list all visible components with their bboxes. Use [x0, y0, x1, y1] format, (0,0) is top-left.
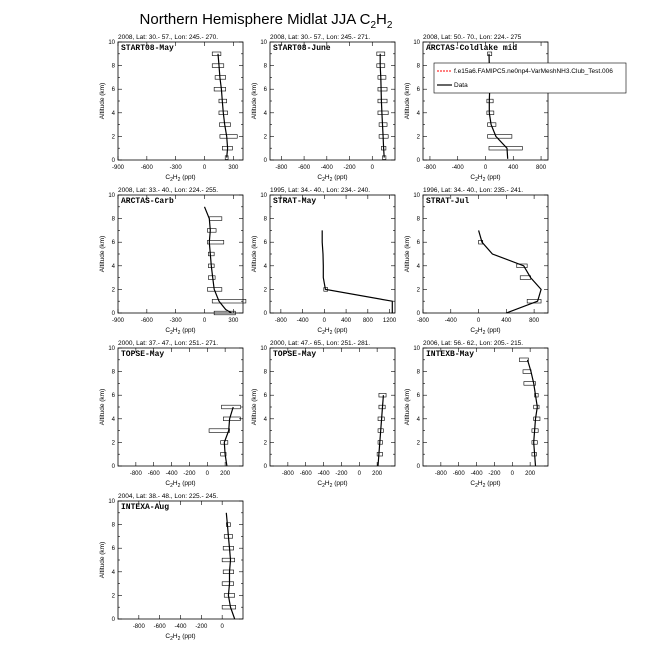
spread-box — [378, 76, 386, 80]
spread-box — [222, 582, 233, 586]
y-axis-label: Altitude (km) — [99, 235, 106, 273]
spread-box — [223, 570, 233, 574]
x-tick-label: -800 — [434, 471, 447, 477]
y-tick-label: 8 — [416, 369, 420, 376]
y-tick-label: 6 — [263, 240, 267, 247]
panel-name: STRAT-Jul — [426, 197, 470, 206]
x-tick-label: 0 — [205, 471, 209, 477]
spread-box — [488, 135, 512, 139]
y-tick-label: 0 — [416, 158, 420, 164]
y-tick-label: 4 — [416, 263, 420, 270]
x-tick-label: -400 — [317, 471, 330, 477]
spread-box — [207, 229, 216, 233]
y-tick-label: 10 — [260, 40, 267, 46]
figure-title-h: H — [376, 11, 387, 28]
y-tick-label: 0 — [263, 464, 267, 470]
spread-box — [223, 417, 240, 421]
x-tick-label: -600 — [153, 624, 166, 630]
y-tick-label: 4 — [111, 416, 115, 423]
x-tick-label: -800 — [132, 624, 145, 630]
x-tick-label: -600 — [147, 471, 160, 477]
y-axis-label: Altitude (km) — [99, 82, 106, 120]
y-tick-label: 6 — [111, 393, 115, 400]
y-tick-label: 10 — [413, 193, 420, 199]
x-tick-label: 0 — [202, 165, 207, 171]
plot-frame — [270, 348, 395, 466]
y-tick-label: 2 — [111, 440, 115, 447]
x-tick-label: 0 — [322, 318, 327, 324]
plot-frame — [270, 195, 395, 313]
y-tick-label: 2 — [416, 134, 420, 141]
data-profile-line — [218, 54, 228, 158]
y-tick-label: 4 — [263, 416, 267, 423]
x-tick-label: -600 — [140, 165, 153, 171]
x-tick-label: 400 — [508, 165, 519, 171]
x-tick-label: -400 — [296, 318, 309, 324]
y-tick-label: 6 — [416, 240, 420, 247]
y-tick-label: 8 — [111, 369, 115, 376]
y-tick-label: 8 — [416, 63, 420, 70]
x-tick-label: -200 — [488, 471, 501, 477]
y-tick-label: 4 — [111, 263, 115, 270]
y-tick-label: 6 — [263, 393, 267, 400]
x-tick-label: 0 — [510, 471, 514, 477]
x-tick-label: 800 — [362, 318, 373, 324]
x-axis-label: $C_2H_2$ (ppt) — [317, 174, 348, 183]
x-tick-label: -400 — [444, 318, 457, 324]
panel-name: TOPSE-May — [121, 350, 165, 359]
spread-box — [212, 299, 246, 303]
y-tick-label: 2 — [111, 287, 115, 294]
y-tick-label: 6 — [111, 87, 115, 94]
x-axis-label: $C_2H_2$ (ppt) — [165, 480, 196, 489]
plot-frame — [118, 501, 243, 619]
panel-header: 2008, Lat: 30.- 57., Lon: 245.- 270. — [118, 34, 219, 41]
spread-box — [223, 546, 233, 550]
plot-frame — [118, 42, 243, 160]
plot-frame — [423, 195, 548, 313]
y-tick-label: 2 — [111, 134, 115, 141]
data-profile-line — [205, 207, 232, 313]
y-tick-label: 0 — [263, 311, 267, 317]
panel-9 — [404, 340, 548, 489]
y-tick-label: 4 — [416, 416, 420, 423]
legend-model-label: f.e15a6.FAMIPC5.ne0np4-VarMeshNH3.Club_Test.006 — [454, 68, 613, 75]
y-tick-label: 10 — [413, 40, 420, 46]
spread-box — [534, 417, 540, 421]
x-axis-label: $C_2H_2$ (ppt) — [470, 327, 501, 336]
x-axis-label: $C_2H_2$ (ppt) — [317, 480, 348, 489]
spread-box — [212, 64, 224, 68]
x-tick-label: 300 — [228, 318, 239, 324]
panel-name: ARCTAS-Coldlake mid — [426, 44, 518, 53]
x-tick-label: -400 — [451, 165, 464, 171]
y-tick-label: 4 — [111, 569, 115, 576]
y-tick-label: 2 — [263, 440, 267, 447]
y-tick-label: 10 — [260, 193, 267, 199]
x-tick-label: -600 — [299, 471, 312, 477]
panel-1 — [99, 34, 243, 183]
y-axis-label: Altitude (km) — [99, 541, 106, 579]
panel-7 — [99, 340, 243, 489]
y-tick-label: 8 — [263, 369, 267, 376]
y-tick-label: 8 — [111, 63, 115, 70]
x-tick-label: -800 — [281, 471, 294, 477]
x-tick-label: -300 — [169, 318, 182, 324]
y-tick-label: 8 — [416, 216, 420, 223]
figure-title-text: Northern Hemisphere Midlat JJA — [139, 11, 356, 28]
x-tick-label: 0 — [357, 471, 361, 477]
x-tick-label: -900 — [111, 318, 125, 324]
data-profile-line — [322, 230, 392, 313]
spread-box — [378, 87, 387, 91]
spread-box — [523, 370, 531, 374]
panel-name: TOPSE-May — [273, 350, 317, 359]
y-tick-label: 6 — [263, 87, 267, 94]
spread-box — [487, 111, 494, 115]
plot-frame — [118, 195, 243, 313]
panel-name: INTEXB-May — [426, 350, 475, 359]
x-axis-label: $C_2H_2$ (ppt) — [470, 480, 501, 489]
y-axis-label: Altitude (km) — [251, 388, 258, 426]
spread-box — [377, 452, 382, 456]
x-tick-label: 800 — [536, 165, 547, 171]
x-tick-label: 0 — [476, 318, 481, 324]
x-tick-label: -200 — [195, 624, 208, 630]
y-tick-label: 2 — [111, 593, 115, 600]
x-tick-label: -400 — [174, 624, 187, 630]
x-tick-label: 0 — [202, 318, 207, 324]
spread-box — [208, 276, 215, 280]
spread-box — [209, 429, 230, 433]
panel-header: 2008, Lat: 33.- 40., Lon: 224.- 255. — [118, 187, 219, 194]
y-tick-label: 6 — [416, 393, 420, 400]
x-tick-label: -200 — [183, 471, 196, 477]
y-tick-label: 10 — [108, 346, 115, 352]
figure-title-sub2: 2 — [386, 20, 393, 31]
x-tick-label: 400 — [341, 318, 352, 324]
x-tick-label: 0 — [483, 165, 488, 171]
spread-box — [222, 605, 236, 609]
panel-header: 2000, Lat: 37.- 47., Lon: 251.- 271. — [118, 340, 219, 347]
spread-box — [520, 276, 530, 280]
data-profile-line — [528, 360, 538, 466]
panel-header: 1995, Lat: 34.- 40., Lon: 234.- 240. — [270, 187, 371, 194]
y-axis-label: Altitude (km) — [404, 388, 411, 426]
spread-box — [214, 87, 226, 91]
spread-box — [222, 405, 241, 409]
spread-box — [224, 594, 234, 598]
panel-grid — [99, 34, 548, 642]
y-tick-label: 6 — [416, 87, 420, 94]
panel-6 — [404, 187, 548, 336]
spread-box — [378, 99, 387, 103]
y-tick-label: 0 — [263, 158, 267, 164]
spread-box — [222, 558, 235, 562]
panel-header: 2008, Lat: 30.- 57., Lon: 245.- 271. — [270, 34, 371, 41]
x-axis-label: $C_2H_2$ (ppt) — [317, 327, 348, 336]
data-profile-line — [479, 230, 541, 313]
x-tick-label: 200 — [372, 471, 383, 477]
panel-3 — [404, 34, 548, 183]
y-axis-label: Altitude (km) — [251, 235, 258, 273]
x-tick-label: 200 — [525, 471, 536, 477]
y-tick-label: 8 — [111, 216, 115, 223]
y-tick-label: 8 — [263, 216, 267, 223]
y-axis-label: Altitude (km) — [99, 388, 106, 426]
y-tick-label: 8 — [111, 522, 115, 529]
x-tick-label: 200 — [220, 471, 231, 477]
y-tick-label: 10 — [413, 346, 420, 352]
panel-8 — [251, 340, 395, 489]
y-axis-label: Altitude (km) — [251, 82, 258, 120]
panel-header: 2008, Lat: 50.- 70., Lon: 224.- 275 — [423, 34, 522, 41]
data-profile-line — [224, 407, 233, 466]
panel-10 — [99, 493, 243, 642]
spread-box — [212, 52, 221, 56]
x-tick-label: -400 — [320, 165, 333, 171]
panel-name: ARCTAS-Carb — [121, 197, 174, 206]
x-axis-label: $C_2H_2$ (ppt) — [165, 174, 196, 183]
x-tick-label: -200 — [335, 471, 348, 477]
x-axis-label: $C_2H_2$ (ppt) — [470, 174, 501, 183]
y-tick-label: 0 — [111, 617, 115, 623]
plot-frame — [270, 42, 395, 160]
panel-name: START08-June — [273, 44, 331, 53]
x-tick-label: -200 — [343, 165, 356, 171]
x-tick-label: -800 — [129, 471, 142, 477]
x-tick-label: -900 — [111, 165, 125, 171]
x-tick-label: 300 — [228, 165, 239, 171]
y-tick-label: 2 — [416, 287, 420, 294]
panel-header: 2006, Lat: 56.- 62., Lon: 205.- 215. — [423, 340, 524, 347]
x-tick-label: -400 — [165, 471, 178, 477]
figure-title-c: C — [359, 11, 371, 28]
y-tick-label: 4 — [263, 263, 267, 270]
y-tick-label: 4 — [416, 110, 420, 117]
figure-title-sub1: 2 — [370, 20, 377, 31]
x-tick-label: -300 — [169, 165, 182, 171]
x-tick-label: 0 — [220, 624, 224, 630]
y-tick-label: 0 — [111, 464, 115, 470]
legend-data-label: Data — [454, 82, 468, 89]
panel-name: START08-May — [121, 44, 174, 53]
y-tick-label: 10 — [260, 346, 267, 352]
x-tick-label: 1200 — [382, 318, 397, 324]
y-tick-label: 10 — [108, 499, 115, 505]
y-tick-label: 6 — [111, 546, 115, 553]
x-axis-label: $C_2H_2$ (ppt) — [165, 633, 196, 642]
x-tick-label: -600 — [140, 318, 153, 324]
x-tick-label: 0 — [370, 165, 374, 171]
spread-box — [487, 99, 493, 103]
panel-header: 2000, Lat: 47.- 65., Lon: 251.- 281. — [270, 340, 371, 347]
data-profile-line — [226, 513, 234, 619]
legend — [434, 63, 626, 93]
spread-box — [209, 217, 222, 221]
spread-box — [379, 393, 386, 397]
y-tick-label: 4 — [263, 110, 267, 117]
y-tick-label: 2 — [263, 134, 267, 141]
x-tick-label: -400 — [470, 471, 483, 477]
x-tick-label: -800 — [416, 318, 430, 324]
spread-box — [534, 405, 539, 409]
x-tick-label: -600 — [298, 165, 311, 171]
y-tick-label: 2 — [263, 287, 267, 294]
y-tick-label: 8 — [263, 63, 267, 70]
spread-box — [519, 358, 528, 362]
y-axis-label: Altitude (km) — [404, 82, 411, 120]
data-profile-line — [380, 54, 384, 158]
y-tick-label: 0 — [111, 311, 115, 317]
panel-5 — [251, 187, 397, 336]
y-tick-label: 10 — [108, 40, 115, 46]
panel-header: 2004, Lat: 38.- 48., Lon: 225.- 245. — [118, 493, 219, 500]
x-tick-label: -800 — [275, 165, 288, 171]
y-axis-label: Altitude (km) — [404, 235, 411, 273]
panel-name: STRAT-May — [273, 197, 317, 206]
x-tick-label: 800 — [529, 318, 540, 324]
spread-box — [378, 111, 388, 115]
spread-box — [220, 135, 237, 139]
x-axis-label: $C_2H_2$ (ppt) — [165, 327, 196, 336]
spread-box — [532, 441, 537, 445]
plot-frame — [423, 42, 548, 160]
x-tick-label: 400 — [501, 318, 512, 324]
x-tick-label: -800 — [274, 318, 287, 324]
y-tick-label: 4 — [111, 110, 115, 117]
figure-title — [140, 11, 393, 31]
y-tick-label: 0 — [416, 311, 420, 317]
panel-name: INTEXA-Aug — [121, 503, 170, 512]
x-tick-label: -800 — [423, 165, 436, 171]
x-tick-label: -600 — [452, 471, 465, 477]
panel-2 — [251, 34, 395, 183]
spread-box — [208, 252, 214, 256]
y-tick-label: 0 — [111, 158, 115, 164]
panel-4 — [99, 187, 246, 336]
y-tick-label: 2 — [416, 440, 420, 447]
panel-header: 1996, Lat: 34.- 40., Lon: 235.- 241. — [423, 187, 524, 194]
y-tick-label: 10 — [108, 193, 115, 199]
y-tick-label: 6 — [111, 240, 115, 247]
y-tick-label: 0 — [416, 464, 420, 470]
